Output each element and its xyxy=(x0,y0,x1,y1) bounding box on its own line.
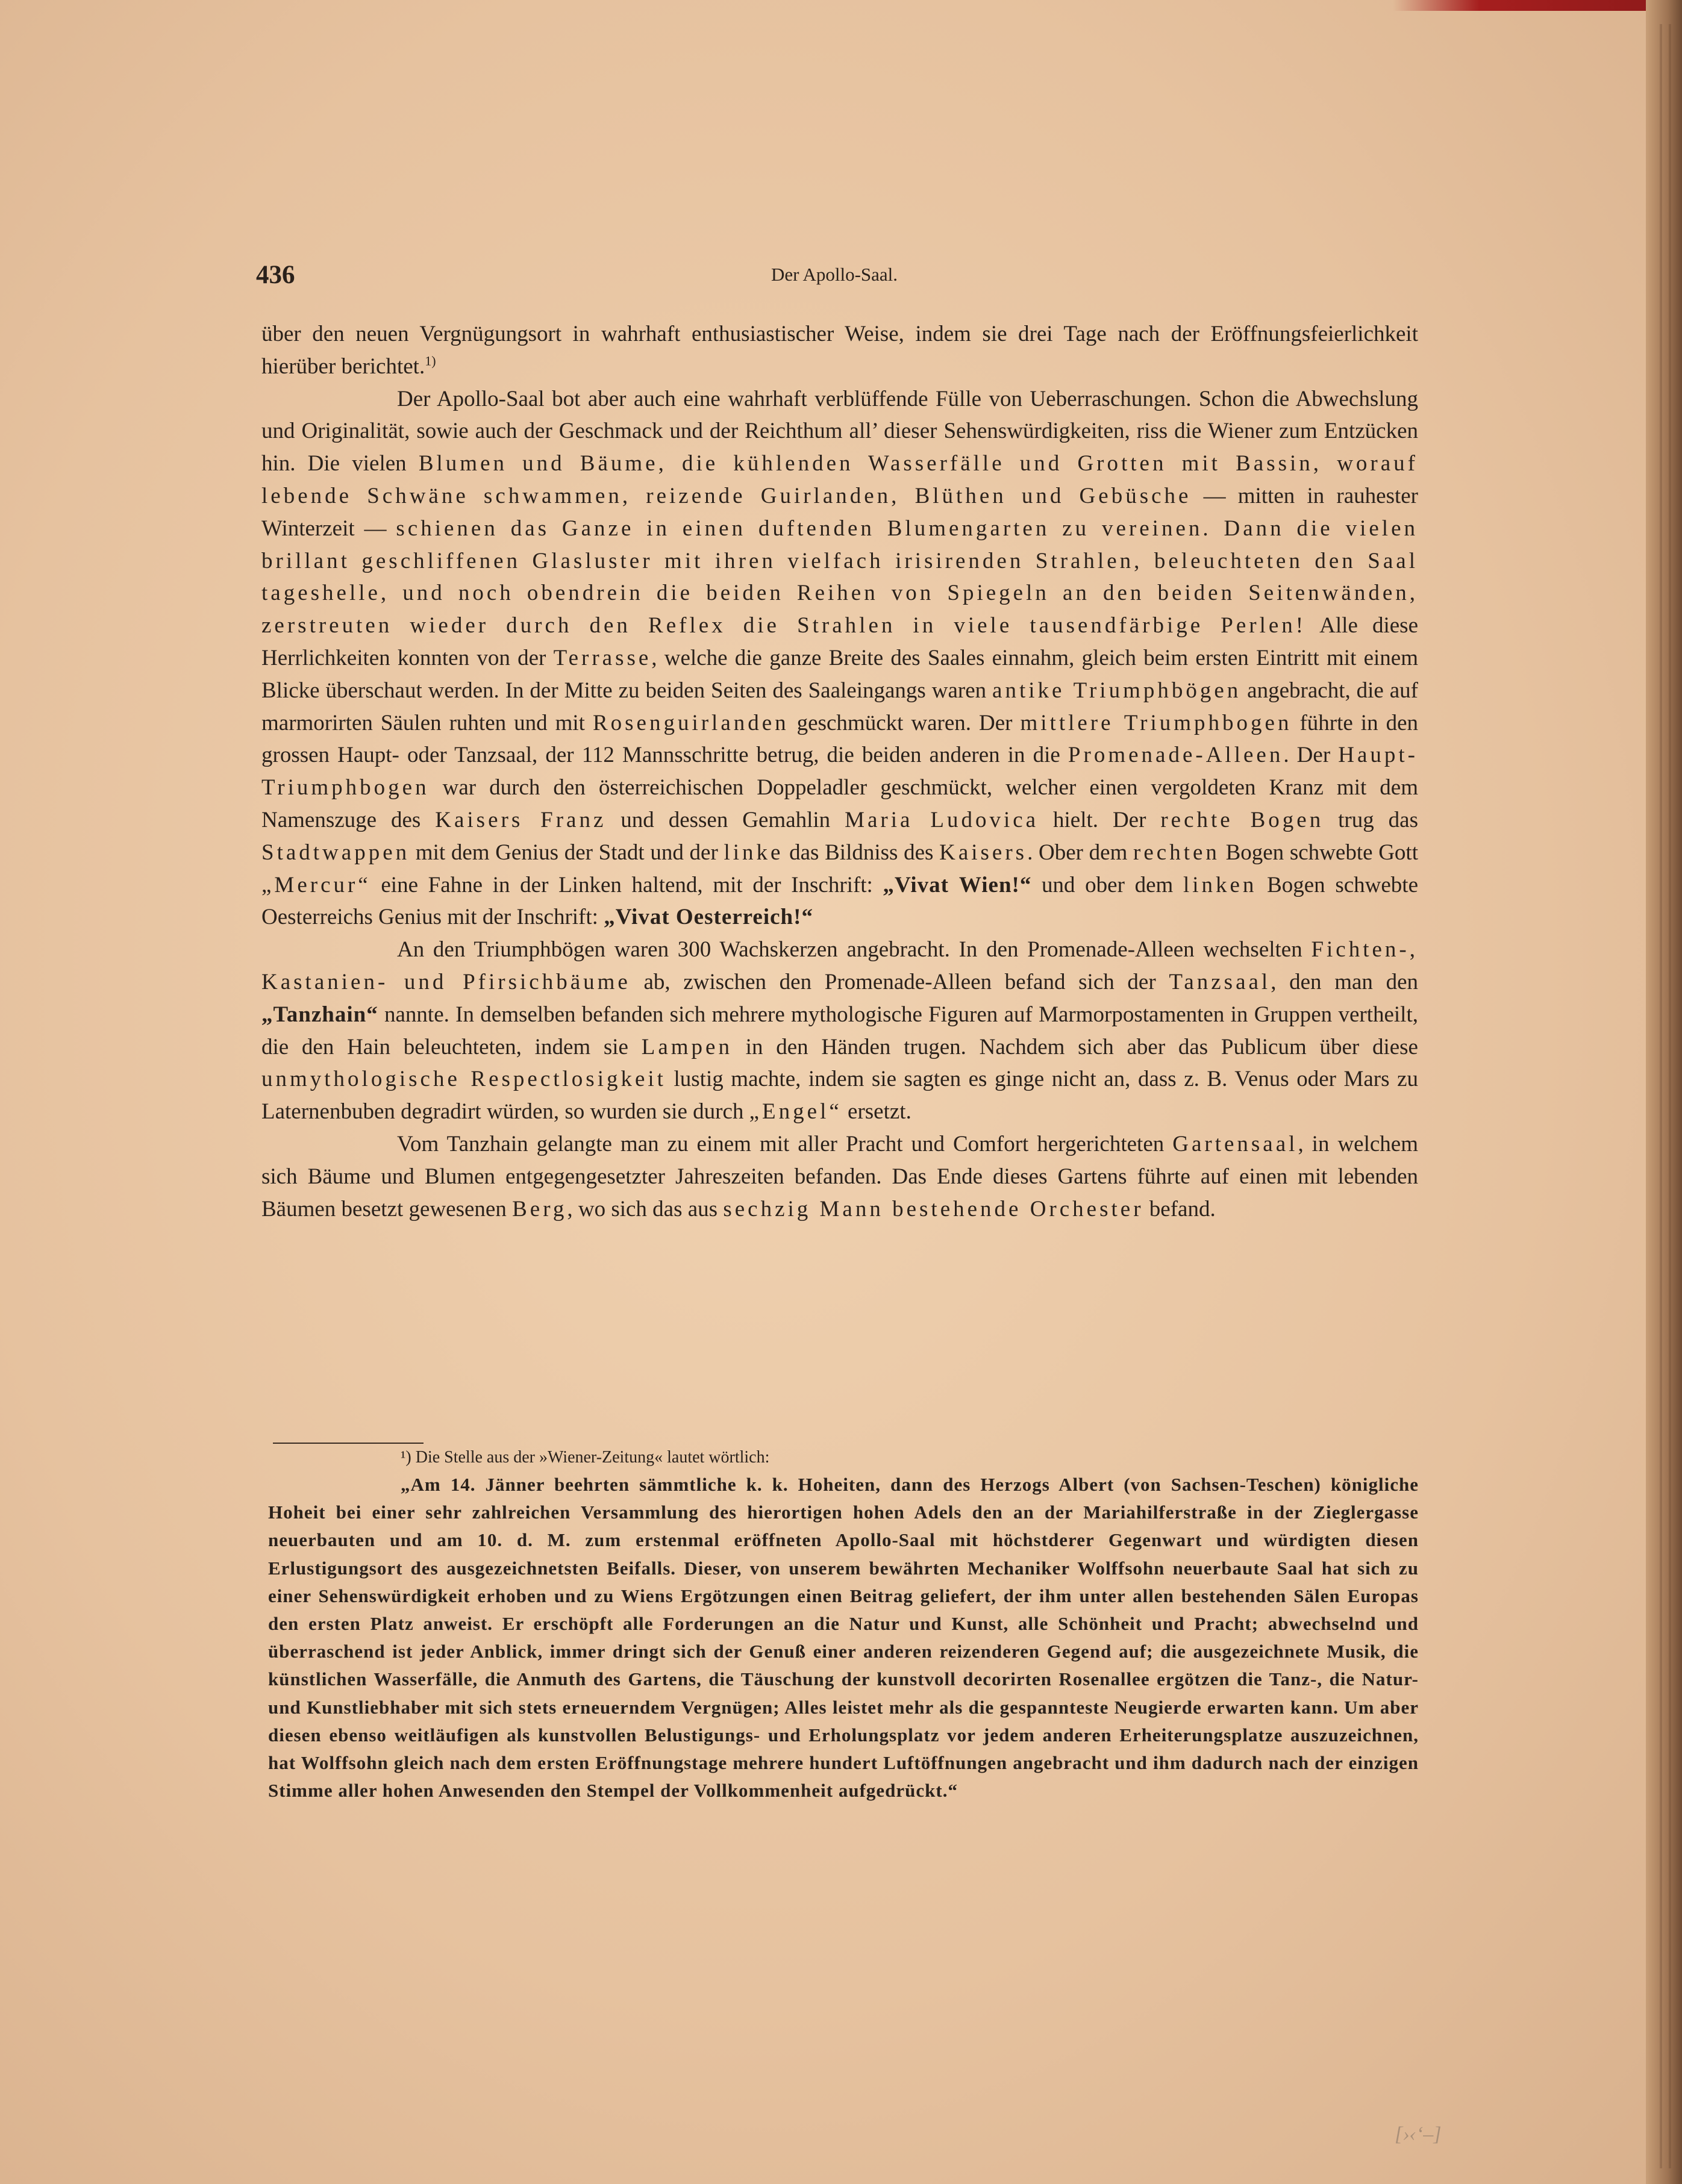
spaced-text: Lampen xyxy=(641,1034,733,1059)
text-run: . Ober dem xyxy=(1027,840,1134,865)
spaced-text: antike Triumphbögen xyxy=(992,678,1242,703)
spaced-text: schienen das Ganze in einen duftenden Blumengarten zu vereinen. Dann die vielen brillant geschliffenen Glasluster mit ihren vielfach irisirenden Strahlen, beleuchteten den Saal tageshelle, und noch obendrein die beiden Reihen von Spiegeln an den beiden Seitenwänden, zerstreuten wieder durch den Reflex die Strahlen in viele tausendfärbige Perlen! xyxy=(261,516,1418,638)
text-run: , welche die ganze Breite des Saales einnahm, gleich beim ersten Eintritt mit einem Blicke überschaut werden. In der Mitte zu beiden Seiten des Saaleingangs waren xyxy=(261,645,1419,703)
page-edge-line xyxy=(1660,24,1662,2168)
spaced-text: „Mercur“ xyxy=(261,872,371,897)
spaced-text: mittlere Triumphbogen xyxy=(1020,710,1292,735)
text-run: angebracht, die auf marmorirten Säulen ruhten und mit xyxy=(261,678,1418,735)
footnote-ref: 1) xyxy=(425,353,436,369)
text-run: lustig machte, indem sie sagten es ginge nicht an, dass z. B. Venus oder Mars zu Laternenbuben degradirt würden, so wurden sie durch xyxy=(261,1067,1418,1125)
paragraph-3 xyxy=(261,934,1418,1128)
fraktur-inscription: „Vivat Oesterreich!“ xyxy=(604,905,813,930)
text-run: , wo sich das aus xyxy=(567,1196,724,1221)
text-run: eine Fahne in der Linken haltend, mit der Inschrift: xyxy=(370,872,883,897)
spaced-text: linken xyxy=(1183,872,1257,897)
text-run: Der Apollo-Saal bot aber auch eine wahrhaft verblüffende Fülle von Ueberraschungen. Schon die Abwechslung und Originalität, sowie auch der Geschmack und der Reichthum all’ dieser Sehenswürdigkeiten, riss die Wiener zum Entzücken hin. Die vielen xyxy=(261,386,1418,476)
text-run: , in welchem sich Bäume und Blumen entgegengesetzter Jahreszeiten befanden. Das Ende dieses Gartens führte auf einen mit lebenden Bäumen besetzt gewesenen xyxy=(261,1131,1418,1221)
spaced-text: Gartensaal xyxy=(1172,1131,1298,1156)
footnote-quote-text: „Am 14. Jänner beehrten sämmtliche k. k. Hoheiten, dann des Herzogs Albert (von Sachsen-Teschen) königliche Hoheit bei einer sehr zahlreichen Versammlung des hierortigen hohen Adels den an der Mariahilferstraße in der Zieglergasse neuerbauten und am 10. d. M. zum erstenmal eröffneten Apollo-Saal mit höchstderer Gegenwart und würdigten diesen Erlustigungsort des ausgezeichnetsten Beifalls. Dieser, von unserem bewährten Mechaniker Wolffsohn neuerbaute Saal hat sich zu einer Sehenswürdigkeit erhoben und zu Wiens Ergötzungen einen Beitrag geliefert, der ihm unter allen bestehenden Sälen Europas den ersten Platz anweist. Er erschöpft alle Forderungen an die Natur und Kunst, alle Schönheit und Pracht; abwechselnd und überraschend ist jeder Anblick, immer dringt sich der Genuß einer anderen reizenderen Gegend auf; die ausgezeichnete Musik, die künstlichen Wasserfälle, die Anmuth des Gartens, die Täuschung der kunstvoll decorirten Rosenallee ergötzen die Tanz-, die Natur- und Kunstliebhaber mit sich stets erneuerndem Vergnügen; Alles leistet mehr als die gespannteste Neugierde erwarten kann. Um aber diesen ebenso weitläufigen als kunstvollen Belustigungs- und Erholungsplatz vor jedem anderen Erheiterungsplatze auszuzeichnen, hat Wolffsohn gleich nach dem ersten Eröffnungstage mehrere hundert Luftöffnungen angebracht und ihm dadurch nach der einzigen Stimme aller hohen Anwesenden den Stempel der Vollkommenheit aufgedrückt.“ xyxy=(268,1474,1419,1802)
book-spine-shadow xyxy=(1646,0,1682,2184)
paragraph-text: über den neuen Vergnügungsort in wahrhaft enthusiastischer Weise, indem sie drei Tage nach der Eröffnungsfeierlichkeit hierüber berichtet. xyxy=(261,322,1418,379)
page-number: 436 xyxy=(256,261,295,289)
text-run: trug das xyxy=(1324,807,1418,832)
paragraph-1 xyxy=(261,318,1418,383)
spaced-text: Promenade-Alleen xyxy=(1068,743,1284,768)
text-run: mit dem Genius der Stadt und der xyxy=(410,840,724,865)
spaced-text: Rosenguirlanden xyxy=(592,710,789,735)
spaced-text: Berg xyxy=(512,1196,567,1221)
paragraph-4 xyxy=(261,1128,1418,1225)
body-text xyxy=(261,318,1418,1225)
page-edge-line xyxy=(1669,24,1671,2168)
spaced-text: Terrasse xyxy=(553,645,652,670)
spaced-text: unmythologische Respectlosigkeit xyxy=(261,1067,666,1092)
fraktur-inscription: „Vivat Wien!“ xyxy=(883,872,1032,897)
spaced-text: Blumen und Bäume, die kühlenden Wasserfälle und Grotten mit Bassin, worauf lebende Schwäne schwammen, reizende Guirlanden, Blüthen und Gebüsche xyxy=(261,451,1418,508)
red-binding-edge xyxy=(1393,0,1682,11)
spaced-text: Kaisers xyxy=(939,840,1028,865)
text-run: führte in den grossen Haupt- oder Tanzsaal, der 112 Mannsschritte betrug, die beiden anderen in die xyxy=(261,710,1419,768)
text-run: nannte. In demselben befanden sich mehrere mythologische Figuren auf Marmorpostamenten in Gruppen vertheilt, die den Hain beleuchteten, indem sie xyxy=(261,1002,1418,1059)
spaced-text: „Engel“ xyxy=(749,1099,842,1125)
page-header xyxy=(256,260,1413,296)
spaced-text: Stadtwappen xyxy=(261,840,410,865)
spaced-text: Tanzsaal xyxy=(1169,969,1271,994)
spaced-text: Haupt-Triumphbogen xyxy=(261,743,1418,800)
text-run: befand. xyxy=(1143,1196,1216,1221)
text-run: geschmückt waren. Der xyxy=(789,710,1021,735)
text-run: und ober dem xyxy=(1031,872,1183,897)
text-run: hielt. Der xyxy=(1039,807,1161,832)
text-run: war durch den österreichischen Doppeladler geschmückt, welcher einen vergoldeten Kranz mit dem Namenszuge des xyxy=(261,775,1418,832)
text-run: in den Händen trugen. Nachdem sich aber das Publicum über diese xyxy=(732,1034,1418,1059)
text-run: , den man den xyxy=(1271,969,1418,994)
footnote-quote xyxy=(268,1471,1419,1805)
spaced-text: Fichten-, Kastanien- und Pfirsichbäume xyxy=(261,937,1418,994)
text-run: und dessen Gemahlin xyxy=(606,807,845,832)
text-run: Bogen schwebte Oesterreichs Genius mit der Inschrift: xyxy=(261,872,1418,930)
running-head: Der Apollo-Saal. xyxy=(771,264,898,285)
footnote-label: ¹) Die Stelle aus der »Wiener-Zeitung« lautet wörtlich: xyxy=(401,1448,770,1467)
text-run: ab, zwischen den Promenade-Alleen befand sich der xyxy=(630,969,1169,994)
text-run: — mitten in rauhester Winterzeit — xyxy=(261,483,1418,541)
fraktur-inscription: „Tanzhain“ xyxy=(261,1002,378,1027)
text-run: . Der xyxy=(1283,743,1339,768)
pencil-marginalia: [›‹‘–] xyxy=(1395,2123,1442,2145)
text-run: Bogen schwebte Gott xyxy=(1219,840,1418,865)
paragraph-2 xyxy=(261,383,1418,934)
spaced-text: rechte Bogen xyxy=(1160,807,1324,832)
footnote-separator xyxy=(273,1443,424,1444)
spaced-text: Kaisers Franz xyxy=(435,807,607,832)
text-run: Vom Tanzhain gelangte man zu einem mit aller Pracht und Comfort hergerichteten xyxy=(397,1131,1173,1156)
spaced-text: Maria Ludovica xyxy=(845,807,1039,832)
text-run: das Bildniss des xyxy=(783,840,940,865)
spaced-text: rechten xyxy=(1133,840,1220,865)
spaced-text: linke xyxy=(724,840,784,865)
spaced-text: sechzig Mann bestehende Orchester xyxy=(723,1196,1144,1221)
text-run: ersetzt. xyxy=(842,1099,911,1125)
text-run: An den Triumphbögen waren 300 Wachskerzen angebracht. In den Promenade-Alleen wechselten xyxy=(397,937,1312,963)
text-run: Alle diese Herrlichkeiten konnten von der xyxy=(261,613,1418,670)
